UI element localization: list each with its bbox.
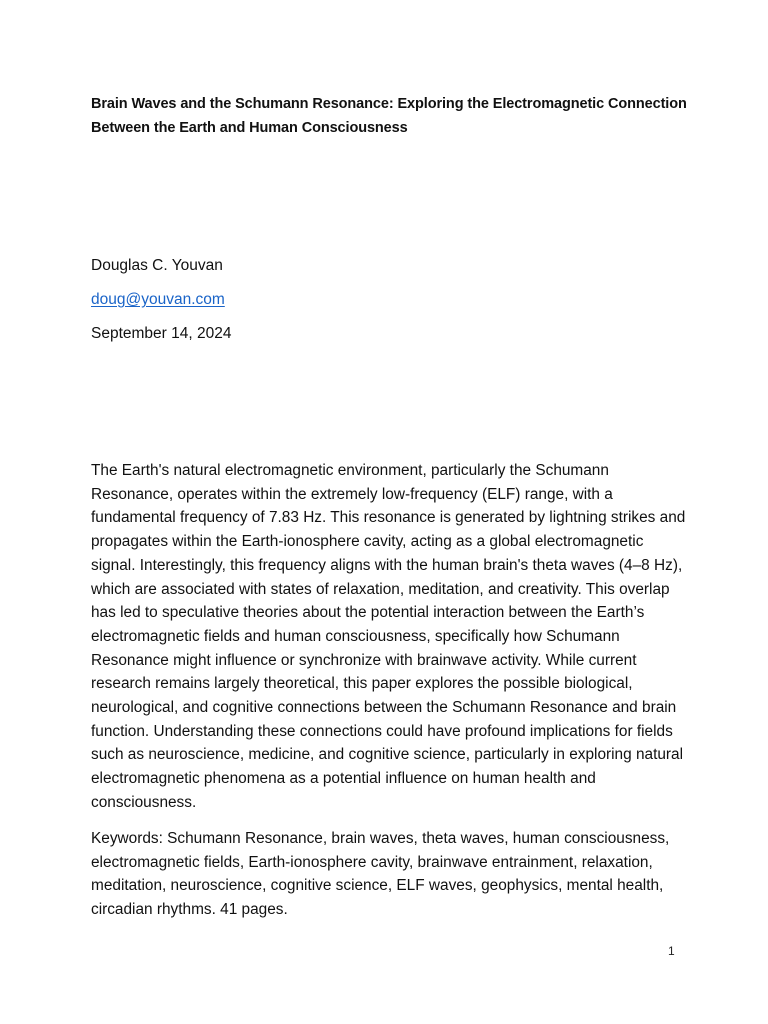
page-number: 1 [668, 944, 675, 958]
publication-date: September 14, 2024 [91, 325, 232, 342]
author-email-link[interactable]: doug@youvan.com [91, 291, 225, 308]
author-name: Douglas C. Youvan [91, 257, 223, 274]
keywords-paragraph: Keywords: Schumann Resonance, brain waves, theta waves, human consciousness, electromagnetic fields, Earth-ionosphere cavity, brainwave entrainment, relaxation, meditation, neuroscience, cognitive science, ELF waves, geophysics, mental health, circadian rhythms. 41 pages. [91, 830, 670, 919]
paper-title: Brain Waves and the Schumann Resonance: Exploring the Electromagnetic Connection Between the Earth and Human Consciousness [91, 96, 687, 136]
abstract-paragraph: The Earth's natural electromagnetic environment, particularly the Schumann Resonance, operates within the extremely low-frequency (ELF) range, with a fundamental frequency of 7.83 Hz. This resonance is generated by lightning strikes and propagates within the Earth-ionosphere cavity, acting as a global electromagnetic signal. Interestingly, this frequency aligns with the human brain's theta waves (4–8 Hz), which are associated with states of relaxation, meditation, and creativity. This overlap has led to speculative theories about the potential interaction between the Earth’s electromagnetic fields and human consciousness, specifically how Schumann Resonance might influence or synchronize with brainwave activity. While current research remains largely theoretical, this paper explores the possible biological, neurological, and cognitive connections between the Schumann Resonance and brain function. Understanding these connections could have profound implications for fields such as neuroscience, medicine, and cognitive science, particularly in exploring natural electromagnetic phenomena as a potential influence on human health and consciousness. [91, 462, 686, 811]
